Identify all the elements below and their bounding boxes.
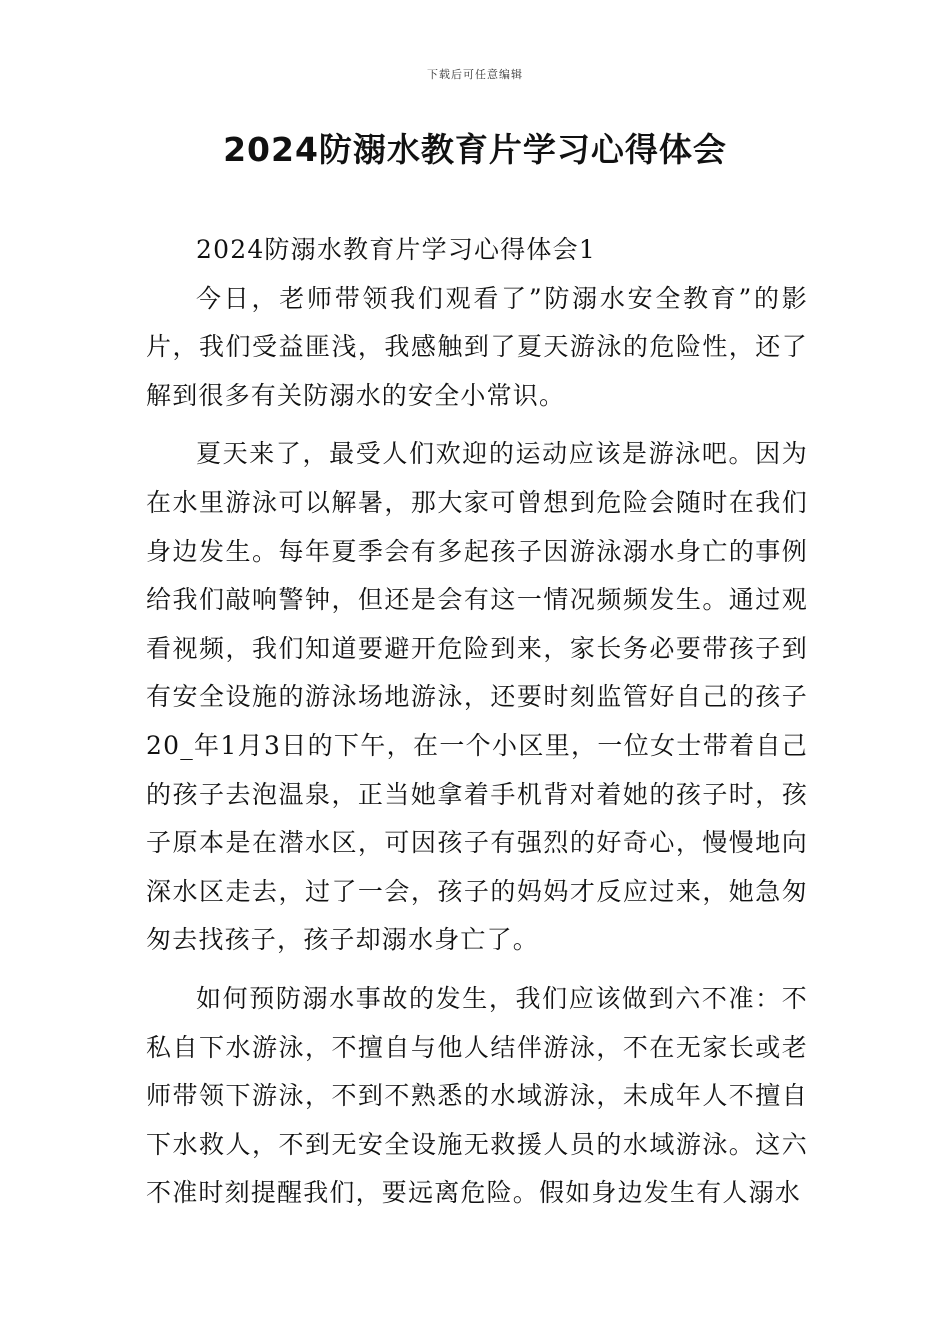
- paragraph-2: 夏天来了，最受人们欢迎的运动应该是游泳吧。因为在水里游泳可以解暑，那大家可曾想到危险会随时在我们身边发生。每年夏季会有多起孩子因游泳溺水身亡的事例给我们敲响警钟，但还是会有这一情况频频发生。通过观看视频，我们知道要避开危险到来，家长务必要带孩子到有安全设施的游泳场地游泳，还要时刻监管好自己的孩子20_年1月3日的下午，在一个小区里，一位女士带着自己的孩子去泡温泉，正当她拿着手机背对着她的孩子时，孩子原本是在潜水区，可因孩子有强烈的好奇心，慢慢地向深水区走去，过了一会，孩子的妈妈才反应过来，她急匆匆去找孩子，孩子却溺水身亡了。: [146, 439, 808, 955]
- document-body: [146, 226, 808, 1218]
- section-heading: 2024防溺水教育片学习心得体会1: [196, 235, 596, 264]
- paragraph-1: 今日，老师带领我们观看了”防溺水安全教育”的影片，我们受益匪浅，我感触到了夏天游泳的危险性，还了解到很多有关防溺水的安全小常识。: [146, 283, 808, 410]
- document-title: 2024防溺水教育片学习心得体会: [223, 130, 727, 169]
- header-note: 下载后可任意编辑: [427, 68, 523, 81]
- paragraph-3: 如何预防溺水事故的发生，我们应该做到六不准：不私自下水游泳，不擅自与他人结伴游泳，不在无家长或老师带领下游泳，不到不熟悉的水域游泳，未成年人不擅自下水救人，不到无安全设施无救援人员的水域游泳。这六不准时刻提醒我们，要远离危险。假如身边发生有人溺水: [146, 983, 808, 1208]
